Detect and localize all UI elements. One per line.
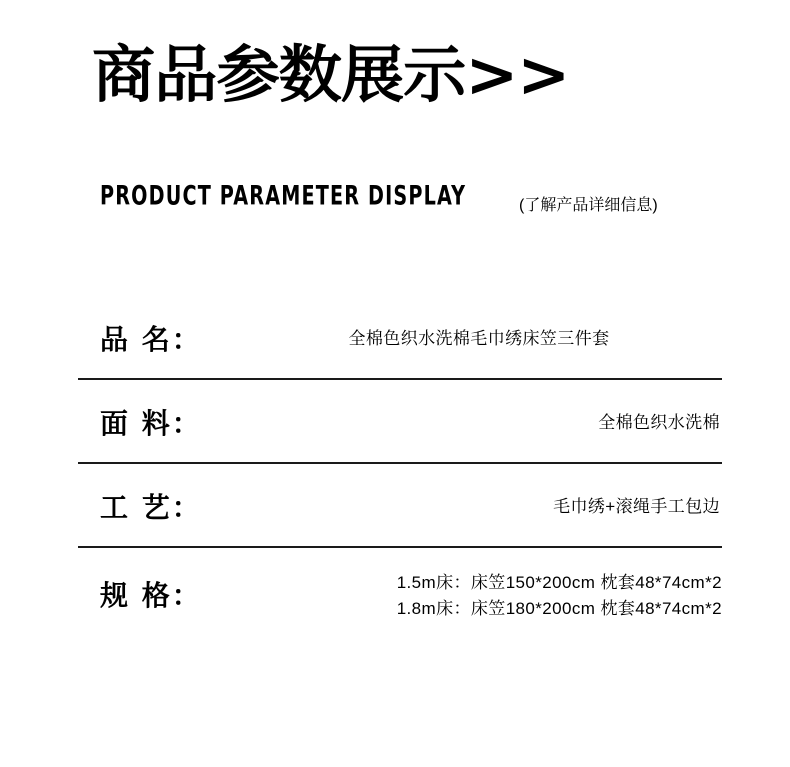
spec-value <box>238 380 722 436</box>
table-row <box>78 548 722 658</box>
page-title-note: (了解产品详细信息) <box>519 197 658 214</box>
spec-value <box>238 296 722 352</box>
table-row <box>78 296 722 380</box>
spec-label: 工 艺： <box>100 491 202 524</box>
spec-label: 品 名： <box>100 323 202 356</box>
spec-value-line: 全棉色织水洗棉 <box>598 413 720 432</box>
table-row <box>78 464 722 548</box>
page-title-cn: 商品参数展示>> <box>92 38 570 111</box>
spec-value <box>238 464 722 520</box>
spec-label: 面 料： <box>100 407 202 440</box>
table-row <box>78 380 722 464</box>
spec-value <box>238 548 722 621</box>
spec-value-line: 毛巾绣+滚绳手工包边 <box>553 497 720 516</box>
spec-value-line: 全棉色织水洗棉毛巾绣床笠三件套 <box>348 329 610 348</box>
spec-label: 规 格： <box>100 579 202 612</box>
spec-value-line: 1.8m床：床笠180*200cm 枕套48*74cm*2 <box>396 598 722 618</box>
page-title-en: PRODUCT PARAMETER DISPLAY <box>100 178 467 212</box>
spec-value-line: 1.5m床：床笠150*200cm 枕套48*74cm*2 <box>396 573 722 592</box>
spec-table <box>78 296 722 658</box>
